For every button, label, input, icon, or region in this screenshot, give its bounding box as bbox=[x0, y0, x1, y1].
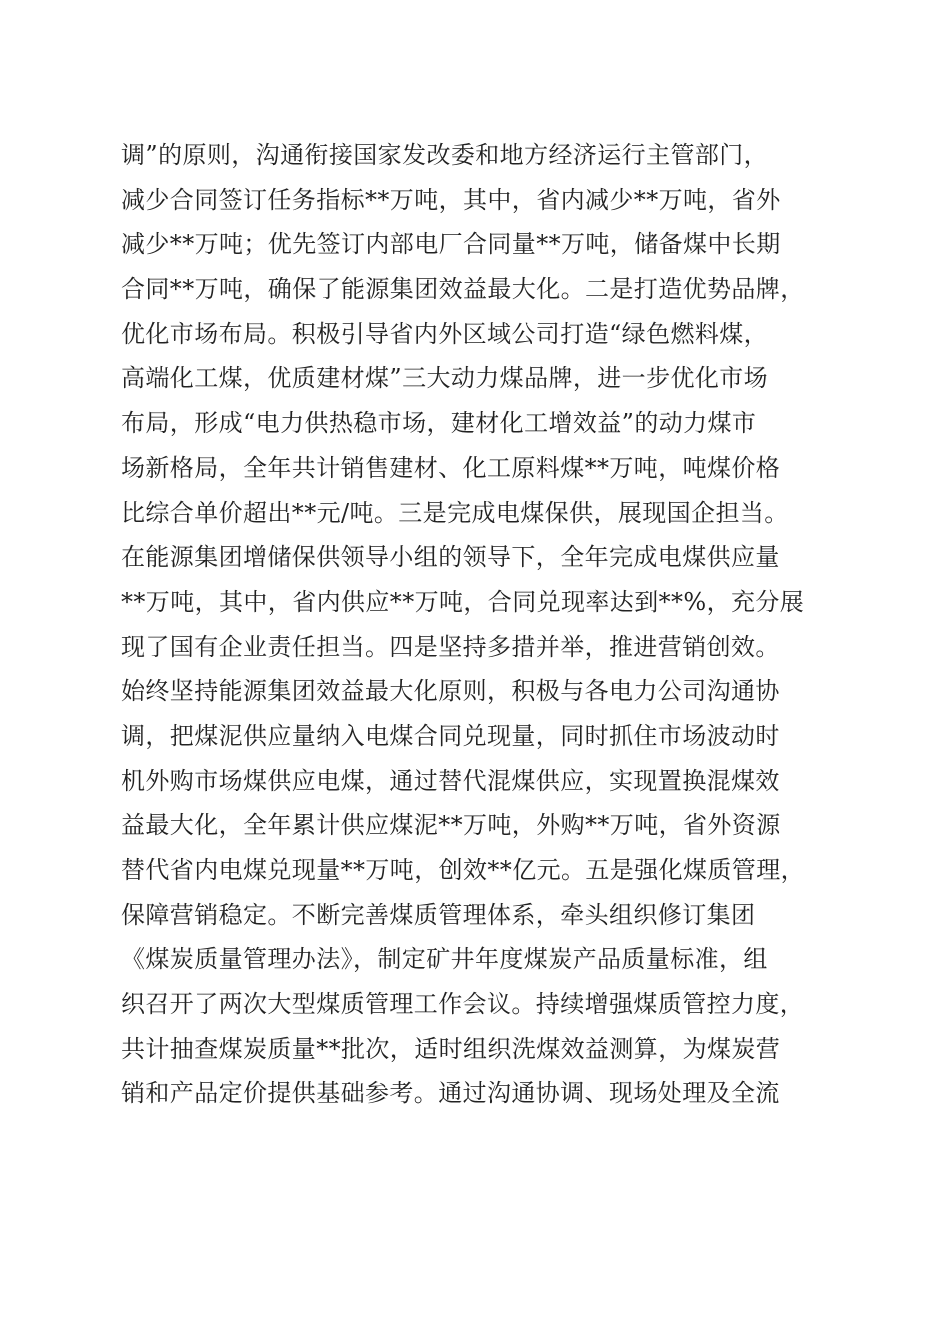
text-line: 织召开了两次大型煤质管理工作会议。持续增强煤质管控力度， bbox=[121, 990, 805, 1019]
text-line: 场新格局，全年共计销售建材、化工原料煤**万吨，吨煤价格 bbox=[121, 453, 781, 482]
text-line: 在能源集团增储保供领导小组的领导下，全年完成电煤供应量 bbox=[121, 543, 780, 572]
text-line: 现了国有企业责任担当。四是坚持多措并举，推进营销创效。 bbox=[121, 632, 780, 661]
text-line: 益最大化，全年累计供应煤泥**万吨，外购**万吨，省外资源 bbox=[121, 811, 781, 840]
text-line: 调”的原则，沟通衔接国家发改委和地方经济运行主管部门， bbox=[121, 141, 769, 169]
text-line: 始终坚持能源集团效益最大化原则，积极与各电力公司沟通协 bbox=[121, 677, 780, 706]
text-line: 减少**万吨；优先签订内部电厂合同量**万吨，储备煤中长期 bbox=[121, 230, 781, 259]
text-line: 共计抽查煤炭质量**批次，适时组织洗煤效益测算，为煤炭营 bbox=[121, 1034, 781, 1063]
text-line: 机外购市场煤供应电煤，通过替代混煤供应，实现置换混煤效 bbox=[121, 766, 780, 795]
text-line: 《煤炭质量管理办法》，制定矿井年度煤炭产品质量标准，组 bbox=[121, 945, 768, 974]
text-line: 替代省内电煤兑现量**万吨，创效**亿元。五是强化煤质管理， bbox=[121, 856, 805, 884]
text-line: **万吨，其中，省内供应**万吨，合同兑现率达到**%，充分展 bbox=[121, 587, 805, 616]
text-line: 减少合同签订任务指标**万吨，其中，省内减少**万吨，省外 bbox=[121, 185, 781, 214]
text-line: 优化市场布局。积极引导省内外区域公司打造“绿色燃料煤， bbox=[121, 319, 769, 348]
text-line: 保障营销稳定。不断完善煤质管理体系，牵头组织修订集团 bbox=[121, 900, 756, 929]
text-line: 调，把煤泥供应量纳入电煤合同兑现量，同时抓住市场波动时 bbox=[121, 721, 780, 750]
text-line: 高端化工煤，优质建材煤”三大动力煤品牌，进一步优化市场 bbox=[121, 364, 769, 393]
body-paragraph bbox=[121, 133, 841, 1116]
text-line: 销和产品定价提供基础参考。通过沟通协调、现场处理及全流 bbox=[121, 1079, 780, 1108]
text-line: 比综合单价超出**元/吨。三是完成电煤保供，展现国企担当。 bbox=[121, 498, 789, 527]
text-line: 布局，形成“电力供热稳市场，建材化工增效益”的动力煤市 bbox=[121, 409, 757, 438]
text-line: 合同**万吨，确保了能源集团效益最大化。二是打造优势品牌， bbox=[121, 275, 805, 304]
